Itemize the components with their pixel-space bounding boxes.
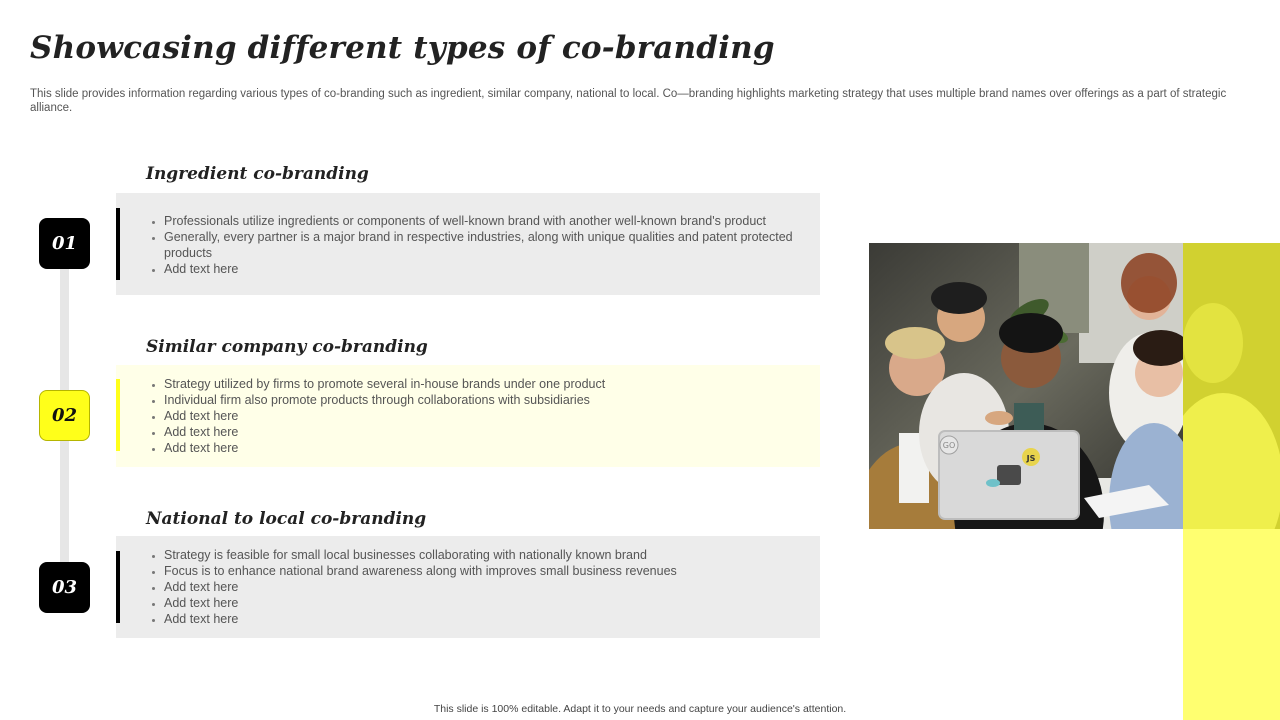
list-item: • Add text here <box>164 408 802 424</box>
list-item: • Individual firm also promote products through collaborations with subsidiaries <box>164 392 802 408</box>
list-item: • Professionals utilize ingredients or components of well-known brand with another well-known brand's product <box>164 213 802 229</box>
laptop-sticker-js: JS <box>1026 454 1036 463</box>
step-number-02: 02 <box>39 390 90 441</box>
accent-bar <box>116 379 120 451</box>
list-item: • Add text here <box>164 261 802 277</box>
list-item: • Strategy is feasible for small local businesses collaborating with nationally known brand <box>164 547 802 563</box>
team-photo-illustration <box>869 243 1183 529</box>
list-item: • Add text here <box>164 595 802 611</box>
section-title-similar-company: Similar company co-branding <box>146 337 428 357</box>
bullet-list <box>144 213 802 277</box>
page-subtitle: This slide provides information regarding various types of co-branding such as ingredient, similar company, national to local. Co—branding highlights marketing strategy that uses multiple brand names over offerings as a part of strategic alliance. <box>30 88 1227 114</box>
list-item: • Add text here <box>164 424 802 440</box>
bullet-list <box>144 547 802 627</box>
list-item: • Add text here <box>164 579 802 595</box>
page-title: Showcasing different types of co-branding <box>30 30 775 66</box>
section-title-national-to-local: National to local co-branding <box>146 509 427 529</box>
section-title-ingredient: Ingredient co-branding <box>146 164 369 184</box>
photo-overlay-illustration <box>1183 243 1280 529</box>
photo-yellow-overlay <box>1183 243 1280 529</box>
section-panel-similar-company <box>116 365 820 467</box>
team-photo <box>869 243 1183 529</box>
footer-note: This slide is 100% editable. Adapt it to your needs and capture your audience's attention. <box>433 703 847 715</box>
list-item: • Add text here <box>164 440 802 456</box>
step-number-03: 03 <box>39 562 90 613</box>
section-panel-national-to-local <box>116 536 820 638</box>
accent-bar <box>116 551 120 623</box>
bullet-list <box>144 376 802 456</box>
section-panel-ingredient <box>116 193 820 295</box>
laptop-sticker-label: GO <box>942 441 956 450</box>
list-item: • Generally, every partner is a major brand in respective industries, along with unique qualities and patent protected products <box>164 229 802 261</box>
list-item: • Add text here <box>164 611 802 627</box>
accent-bar <box>116 208 120 280</box>
list-item: • Strategy utilized by firms to promote several in-house brands under one product <box>164 376 802 392</box>
step-number-01: 01 <box>39 218 90 269</box>
list-item: • Focus is to enhance national brand awareness along with improves small business revenues <box>164 563 802 579</box>
